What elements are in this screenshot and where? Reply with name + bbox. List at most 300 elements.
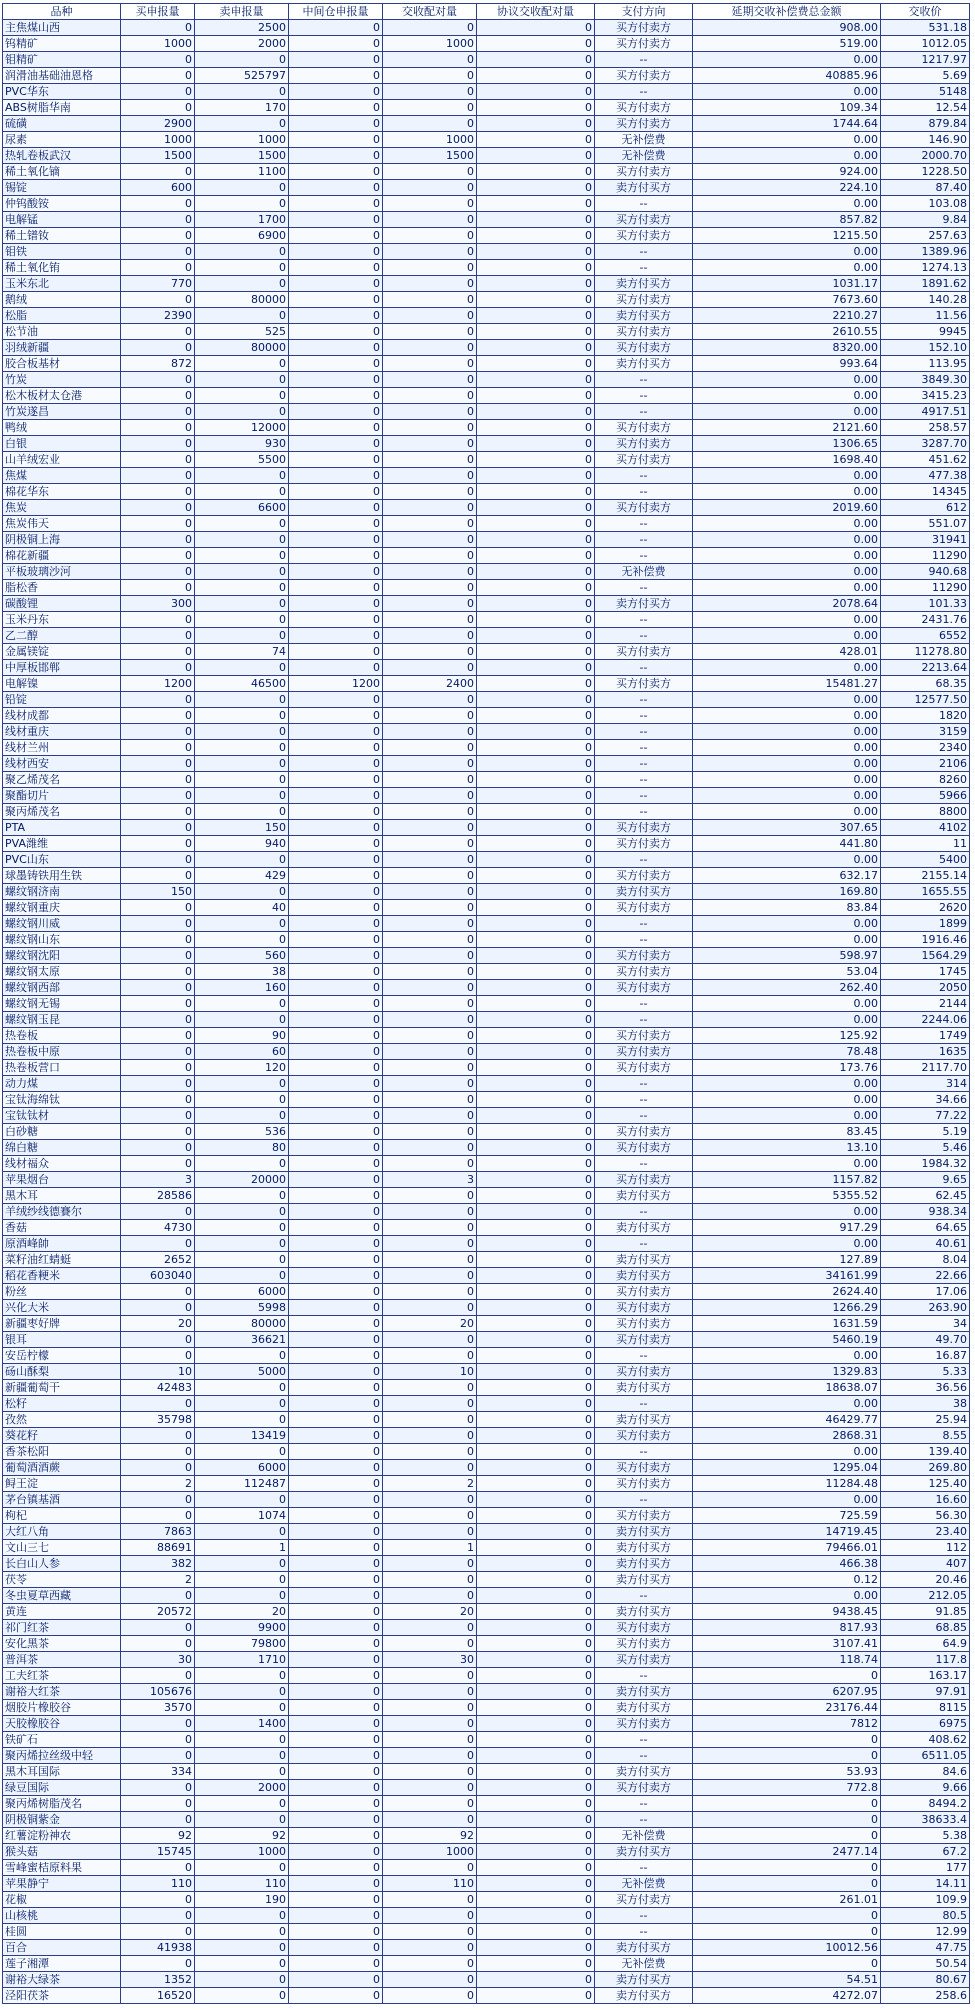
cell-intermediate-declared: 0 (289, 372, 383, 388)
cell-agreement-matched: 0 (477, 1892, 595, 1908)
cell-agreement-matched: 0 (477, 1284, 595, 1300)
cell-agreement-matched: 0 (477, 1444, 595, 1460)
cell-variety: 谢裕大红茶 (3, 1684, 121, 1700)
cell-buy-declared: 0 (121, 756, 195, 772)
cell-variety: 安化黑茶 (3, 1636, 121, 1652)
cell-intermediate-declared: 0 (289, 1108, 383, 1124)
cell-agreement-matched: 0 (477, 1860, 595, 1876)
cell-delivery-price: 5.33 (881, 1364, 970, 1380)
cell-sell-declared: 0 (195, 1348, 289, 1364)
cell-delivery-matched: 0 (383, 1412, 477, 1428)
cell-payment-direction: -- (595, 1732, 693, 1748)
cell-variety: 中厚板邯郸 (3, 660, 121, 676)
cell-compensation-total: 261.01 (693, 1892, 881, 1908)
cell-buy-declared: 35798 (121, 1412, 195, 1428)
cell-delivery-matched: 0 (383, 1140, 477, 1156)
cell-buy-declared: 28586 (121, 1188, 195, 1204)
cell-compensation-total: 2610.55 (693, 324, 881, 340)
cell-payment-direction: 卖方付买方 (595, 1220, 693, 1236)
cell-sell-declared: 0 (195, 660, 289, 676)
header-intermediate-declared: 中间仓申报量 (289, 4, 383, 20)
cell-delivery-price: 2155.14 (881, 868, 970, 884)
table-row (3, 1348, 970, 1364)
cell-compensation-total: 1631.59 (693, 1316, 881, 1332)
cell-sell-declared: 0 (195, 404, 289, 420)
cell-delivery-matched: 1500 (383, 148, 477, 164)
cell-intermediate-declared: 0 (289, 84, 383, 100)
cell-agreement-matched: 0 (477, 1332, 595, 1348)
cell-payment-direction: 无补偿费 (595, 1956, 693, 1972)
cell-agreement-matched: 0 (477, 356, 595, 372)
cell-intermediate-declared: 0 (289, 1652, 383, 1668)
cell-agreement-matched: 0 (477, 1988, 595, 2004)
cell-sell-declared: 0 (195, 1092, 289, 1108)
cell-buy-declared: 2652 (121, 1252, 195, 1268)
cell-agreement-matched: 0 (477, 692, 595, 708)
table-row (3, 1972, 970, 1988)
table-row (3, 836, 970, 852)
cell-delivery-price: 6552 (881, 628, 970, 644)
cell-compensation-total: 173.76 (693, 1060, 881, 1076)
table-row (3, 1236, 970, 1252)
cell-delivery-price: 50.54 (881, 1956, 970, 1972)
cell-intermediate-declared: 0 (289, 276, 383, 292)
cell-payment-direction: -- (595, 804, 693, 820)
table-row (3, 820, 970, 836)
cell-compensation-total: 7812 (693, 1716, 881, 1732)
cell-variety: 原酒峰帥 (3, 1236, 121, 1252)
cell-buy-declared: 105676 (121, 1684, 195, 1700)
cell-variety: 松节油 (3, 324, 121, 340)
cell-variety: 玉米丹东 (3, 612, 121, 628)
cell-payment-direction: -- (595, 1092, 693, 1108)
cell-intermediate-declared: 0 (289, 1620, 383, 1636)
cell-variety: 尿素 (3, 132, 121, 148)
cell-buy-declared: 770 (121, 276, 195, 292)
cell-compensation-total: 0 (693, 1812, 881, 1828)
cell-sell-declared: 0 (195, 1204, 289, 1220)
cell-delivery-matched: 0 (383, 276, 477, 292)
cell-delivery-matched: 0 (383, 1700, 477, 1716)
cell-compensation-total: 14719.45 (693, 1524, 881, 1540)
cell-payment-direction: -- (595, 484, 693, 500)
cell-delivery-price: 2000.70 (881, 148, 970, 164)
table-row (3, 740, 970, 756)
cell-payment-direction: -- (595, 1748, 693, 1764)
table-row (3, 676, 970, 692)
cell-variety: 电解镍 (3, 676, 121, 692)
cell-delivery-price: 17.06 (881, 1284, 970, 1300)
cell-variety: 银耳 (3, 1332, 121, 1348)
cell-agreement-matched: 0 (477, 1876, 595, 1892)
cell-delivery-price: 14.11 (881, 1876, 970, 1892)
cell-delivery-matched: 0 (383, 548, 477, 564)
table-row (3, 1956, 970, 1972)
table-row (3, 644, 970, 660)
cell-sell-declared: 0 (195, 1684, 289, 1700)
cell-intermediate-declared: 0 (289, 1428, 383, 1444)
cell-buy-declared: 42483 (121, 1380, 195, 1396)
cell-delivery-matched: 0 (383, 1380, 477, 1396)
table-row (3, 804, 970, 820)
cell-agreement-matched: 0 (477, 1972, 595, 1988)
cell-compensation-total: 0.00 (693, 1348, 881, 1364)
cell-agreement-matched: 0 (477, 1140, 595, 1156)
header-variety: 品种 (3, 4, 121, 20)
cell-sell-declared: 525 (195, 324, 289, 340)
cell-intermediate-declared: 0 (289, 532, 383, 548)
cell-delivery-matched: 0 (383, 1300, 477, 1316)
delivery-table (2, 3, 970, 2004)
cell-agreement-matched: 0 (477, 1844, 595, 1860)
cell-sell-declared: 0 (195, 308, 289, 324)
cell-delivery-matched: 0 (383, 1060, 477, 1076)
cell-agreement-matched: 0 (477, 1556, 595, 1572)
header-sell-declared: 卖申报量 (195, 4, 289, 20)
cell-delivery-price: 109.9 (881, 1892, 970, 1908)
cell-delivery-matched: 0 (383, 308, 477, 324)
cell-delivery-price: 5.38 (881, 1828, 970, 1844)
cell-delivery-matched: 0 (383, 100, 477, 116)
cell-variety: 阴极铜上海 (3, 532, 121, 548)
cell-variety: PTA (3, 820, 121, 836)
cell-sell-declared: 13419 (195, 1428, 289, 1444)
cell-compensation-total: 1295.04 (693, 1460, 881, 1476)
cell-buy-declared: 0 (121, 420, 195, 436)
cell-sell-declared: 0 (195, 1940, 289, 1956)
table-row (3, 1700, 970, 1716)
header-delivery-matched: 交收配对量 (383, 4, 477, 20)
table-row (3, 1588, 970, 1604)
table-row (3, 1620, 970, 1636)
cell-agreement-matched: 0 (477, 548, 595, 564)
cell-sell-declared: 6600 (195, 500, 289, 516)
cell-payment-direction: -- (595, 52, 693, 68)
cell-sell-declared: 60 (195, 1044, 289, 1060)
cell-compensation-total: 13.10 (693, 1140, 881, 1156)
cell-sell-declared: 0 (195, 1412, 289, 1428)
cell-variety: 工夫红茶 (3, 1668, 121, 1684)
cell-delivery-price: 1820 (881, 708, 970, 724)
cell-delivery-matched: 0 (383, 996, 477, 1012)
cell-delivery-matched: 0 (383, 532, 477, 548)
table-row (3, 596, 970, 612)
cell-intermediate-declared: 0 (289, 452, 383, 468)
cell-payment-direction: 卖方付买方 (595, 1252, 693, 1268)
cell-compensation-total: 1306.65 (693, 436, 881, 452)
cell-buy-declared: 7863 (121, 1524, 195, 1540)
cell-payment-direction: 买方付卖方 (595, 1892, 693, 1908)
cell-delivery-matched: 0 (383, 820, 477, 836)
cell-agreement-matched: 0 (477, 164, 595, 180)
cell-payment-direction: -- (595, 1076, 693, 1092)
cell-intermediate-declared: 0 (289, 1764, 383, 1780)
cell-intermediate-declared: 0 (289, 196, 383, 212)
cell-intermediate-declared: 0 (289, 1156, 383, 1172)
cell-payment-direction: -- (595, 756, 693, 772)
cell-payment-direction: 买方付卖方 (595, 868, 693, 884)
cell-delivery-price: 2431.76 (881, 612, 970, 628)
cell-agreement-matched: 0 (477, 148, 595, 164)
cell-buy-declared: 0 (121, 324, 195, 340)
cell-buy-declared: 0 (121, 1028, 195, 1044)
cell-intermediate-declared: 0 (289, 1028, 383, 1044)
cell-buy-declared: 0 (121, 1156, 195, 1172)
table-row (3, 276, 970, 292)
cell-intermediate-declared: 0 (289, 1236, 383, 1252)
cell-buy-declared: 16520 (121, 1988, 195, 2004)
cell-sell-declared: 6000 (195, 1284, 289, 1300)
cell-intermediate-declared: 0 (289, 1844, 383, 1860)
cell-variety: 宝钛钛材 (3, 1108, 121, 1124)
cell-sell-declared: 9900 (195, 1620, 289, 1636)
cell-delivery-matched: 0 (383, 228, 477, 244)
cell-agreement-matched: 0 (477, 964, 595, 980)
cell-compensation-total: 1031.17 (693, 276, 881, 292)
cell-compensation-total: 0 (693, 1876, 881, 1892)
cell-sell-declared: 0 (195, 388, 289, 404)
cell-delivery-price: 77.22 (881, 1108, 970, 1124)
cell-payment-direction: 买方付卖方 (595, 836, 693, 852)
cell-variety: 松籽 (3, 1396, 121, 1412)
cell-payment-direction: 卖方付买方 (595, 1684, 693, 1700)
cell-delivery-price: 408.62 (881, 1732, 970, 1748)
cell-compensation-total: 0.00 (693, 1092, 881, 1108)
cell-payment-direction: 卖方付买方 (595, 1700, 693, 1716)
cell-payment-direction: 卖方付买方 (595, 308, 693, 324)
cell-delivery-price: 9945 (881, 324, 970, 340)
cell-compensation-total: 772.8 (693, 1780, 881, 1796)
cell-intermediate-declared: 0 (289, 564, 383, 580)
cell-payment-direction: -- (595, 372, 693, 388)
cell-intermediate-declared: 0 (289, 884, 383, 900)
cell-buy-declared: 0 (121, 980, 195, 996)
cell-delivery-matched: 0 (383, 52, 477, 68)
cell-delivery-price: 140.28 (881, 292, 970, 308)
cell-delivery-price: 258.57 (881, 420, 970, 436)
cell-delivery-matched: 0 (383, 1572, 477, 1588)
cell-intermediate-declared: 0 (289, 20, 383, 36)
cell-delivery-matched: 0 (383, 1332, 477, 1348)
cell-compensation-total: 0.00 (693, 388, 881, 404)
cell-sell-declared: 80000 (195, 1316, 289, 1332)
cell-delivery-matched: 0 (383, 468, 477, 484)
cell-delivery-matched: 0 (383, 580, 477, 596)
cell-sell-declared: 160 (195, 980, 289, 996)
cell-variety: 大红八角 (3, 1524, 121, 1540)
cell-variety: 螺纹钢山东 (3, 932, 121, 948)
cell-buy-declared: 0 (121, 1300, 195, 1316)
cell-sell-declared: 1000 (195, 132, 289, 148)
cell-payment-direction: 卖方付买方 (595, 1764, 693, 1780)
table-row (3, 1316, 970, 1332)
cell-agreement-matched: 0 (477, 1380, 595, 1396)
cell-variety: 螺纹钢西部 (3, 980, 121, 996)
cell-buy-declared: 0 (121, 788, 195, 804)
cell-variety: 线材重庆 (3, 724, 121, 740)
cell-delivery-matched: 0 (383, 660, 477, 676)
table-row (3, 308, 970, 324)
cell-agreement-matched: 0 (477, 1364, 595, 1380)
cell-buy-declared: 0 (121, 852, 195, 868)
cell-compensation-total: 0.00 (693, 1076, 881, 1092)
cell-intermediate-declared: 0 (289, 724, 383, 740)
cell-compensation-total: 0.00 (693, 580, 881, 596)
cell-variety: 烟胶片橡胶谷 (3, 1700, 121, 1716)
cell-intermediate-declared: 0 (289, 1396, 383, 1412)
cell-delivery-price: 212.05 (881, 1588, 970, 1604)
cell-delivery-price: 84.6 (881, 1764, 970, 1780)
table-row (3, 1060, 970, 1076)
cell-delivery-price: 11 (881, 836, 970, 852)
cell-delivery-price: 5.19 (881, 1124, 970, 1140)
cell-buy-declared: 0 (121, 212, 195, 228)
cell-variety: 天胶橡胶谷 (3, 1716, 121, 1732)
cell-buy-declared: 0 (121, 900, 195, 916)
cell-intermediate-declared: 0 (289, 1636, 383, 1652)
cell-sell-declared: 74 (195, 644, 289, 660)
cell-delivery-matched: 0 (383, 372, 477, 388)
cell-delivery-price: 23.40 (881, 1524, 970, 1540)
cell-delivery-price: 1012.05 (881, 36, 970, 52)
table-row (3, 1508, 970, 1524)
table-row (3, 1636, 970, 1652)
cell-delivery-price: 36.56 (881, 1380, 970, 1396)
cell-delivery-price: 40.61 (881, 1236, 970, 1252)
cell-intermediate-declared: 0 (289, 1876, 383, 1892)
cell-delivery-matched: 92 (383, 1828, 477, 1844)
cell-delivery-price: 8260 (881, 772, 970, 788)
cell-intermediate-declared: 0 (289, 68, 383, 84)
cell-payment-direction: 买方付卖方 (595, 164, 693, 180)
cell-delivery-price: 940.68 (881, 564, 970, 580)
cell-delivery-price: 1899 (881, 916, 970, 932)
cell-payment-direction: 买方付卖方 (595, 20, 693, 36)
cell-intermediate-declared: 0 (289, 708, 383, 724)
cell-sell-declared: 0 (195, 1908, 289, 1924)
cell-intermediate-declared: 0 (289, 1860, 383, 1876)
cell-sell-declared: 0 (195, 852, 289, 868)
cell-delivery-price: 1916.46 (881, 932, 970, 948)
cell-buy-declared: 0 (121, 1908, 195, 1924)
cell-compensation-total: 4272.07 (693, 1988, 881, 2004)
cell-agreement-matched: 0 (477, 1748, 595, 1764)
table-row (3, 1860, 970, 1876)
cell-variety: 新疆枣好牌 (3, 1316, 121, 1332)
table-row (3, 916, 970, 932)
cell-sell-declared: 0 (195, 1492, 289, 1508)
cell-delivery-matched: 0 (383, 1028, 477, 1044)
cell-sell-declared: 0 (195, 276, 289, 292)
table-row (3, 932, 970, 948)
cell-buy-declared: 0 (121, 1204, 195, 1220)
cell-agreement-matched: 0 (477, 1060, 595, 1076)
cell-delivery-price: 25.94 (881, 1412, 970, 1428)
table-row (3, 1924, 970, 1940)
table-row (3, 340, 970, 356)
cell-intermediate-declared: 0 (289, 1140, 383, 1156)
cell-delivery-matched: 0 (383, 1220, 477, 1236)
cell-sell-declared: 0 (195, 52, 289, 68)
table-row (3, 1076, 970, 1092)
cell-intermediate-declared: 0 (289, 756, 383, 772)
cell-sell-declared: 0 (195, 1668, 289, 1684)
cell-buy-declared: 0 (121, 644, 195, 660)
cell-variety: 香菇 (3, 1220, 121, 1236)
cell-buy-declared: 603040 (121, 1268, 195, 1284)
table-row (3, 20, 970, 36)
cell-intermediate-declared: 0 (289, 324, 383, 340)
cell-buy-declared: 0 (121, 1236, 195, 1252)
cell-compensation-total: 817.93 (693, 1620, 881, 1636)
cell-sell-declared: 0 (195, 884, 289, 900)
table-row (3, 164, 970, 180)
cell-delivery-price: 91.85 (881, 1604, 970, 1620)
cell-sell-declared: 0 (195, 1220, 289, 1236)
cell-delivery-matched: 0 (383, 1956, 477, 1972)
cell-compensation-total: 1157.82 (693, 1172, 881, 1188)
cell-agreement-matched: 0 (477, 1540, 595, 1556)
table-row (3, 1876, 970, 1892)
cell-compensation-total: 1329.83 (693, 1364, 881, 1380)
cell-buy-declared: 0 (121, 772, 195, 788)
cell-intermediate-declared: 0 (289, 484, 383, 500)
cell-compensation-total: 83.84 (693, 900, 881, 916)
cell-delivery-matched: 20 (383, 1316, 477, 1332)
cell-compensation-total: 1215.50 (693, 228, 881, 244)
cell-buy-declared: 0 (121, 84, 195, 100)
cell-buy-declared: 0 (121, 820, 195, 836)
cell-payment-direction: 买方付卖方 (595, 1476, 693, 1492)
cell-agreement-matched: 0 (477, 1188, 595, 1204)
table-row (3, 84, 970, 100)
cell-intermediate-declared: 0 (289, 164, 383, 180)
cell-sell-declared: 0 (195, 1396, 289, 1412)
cell-compensation-total: 0.00 (693, 484, 881, 500)
cell-delivery-matched: 1000 (383, 132, 477, 148)
cell-delivery-price: 3415.23 (881, 388, 970, 404)
cell-intermediate-declared: 0 (289, 228, 383, 244)
cell-compensation-total: 0.00 (693, 660, 881, 676)
cell-buy-declared: 334 (121, 1764, 195, 1780)
table-row (3, 1444, 970, 1460)
cell-intermediate-declared: 0 (289, 1268, 383, 1284)
cell-intermediate-declared: 0 (289, 1284, 383, 1300)
table-row (3, 1668, 970, 1684)
cell-variety: 螺纹钢川威 (3, 916, 121, 932)
table-row (3, 260, 970, 276)
cell-compensation-total: 11284.48 (693, 1476, 881, 1492)
cell-sell-declared: 110 (195, 1876, 289, 1892)
cell-variety: 茅台镇基酒 (3, 1492, 121, 1508)
cell-buy-declared: 0 (121, 804, 195, 820)
table-row (3, 1012, 970, 1028)
cell-compensation-total: 0.00 (693, 516, 881, 532)
cell-delivery-matched: 0 (383, 420, 477, 436)
cell-intermediate-declared: 0 (289, 1444, 383, 1460)
cell-delivery-price: 879.84 (881, 116, 970, 132)
cell-delivery-price: 14345 (881, 484, 970, 500)
table-row (3, 1492, 970, 1508)
cell-payment-direction: 买方付卖方 (595, 228, 693, 244)
cell-buy-declared: 0 (121, 1508, 195, 1524)
cell-compensation-total: 6207.95 (693, 1684, 881, 1700)
cell-compensation-total: 0.00 (693, 692, 881, 708)
table-row (3, 1748, 970, 1764)
cell-agreement-matched: 0 (477, 1508, 595, 1524)
cell-sell-declared: 0 (195, 84, 289, 100)
cell-delivery-matched: 0 (383, 1044, 477, 1060)
